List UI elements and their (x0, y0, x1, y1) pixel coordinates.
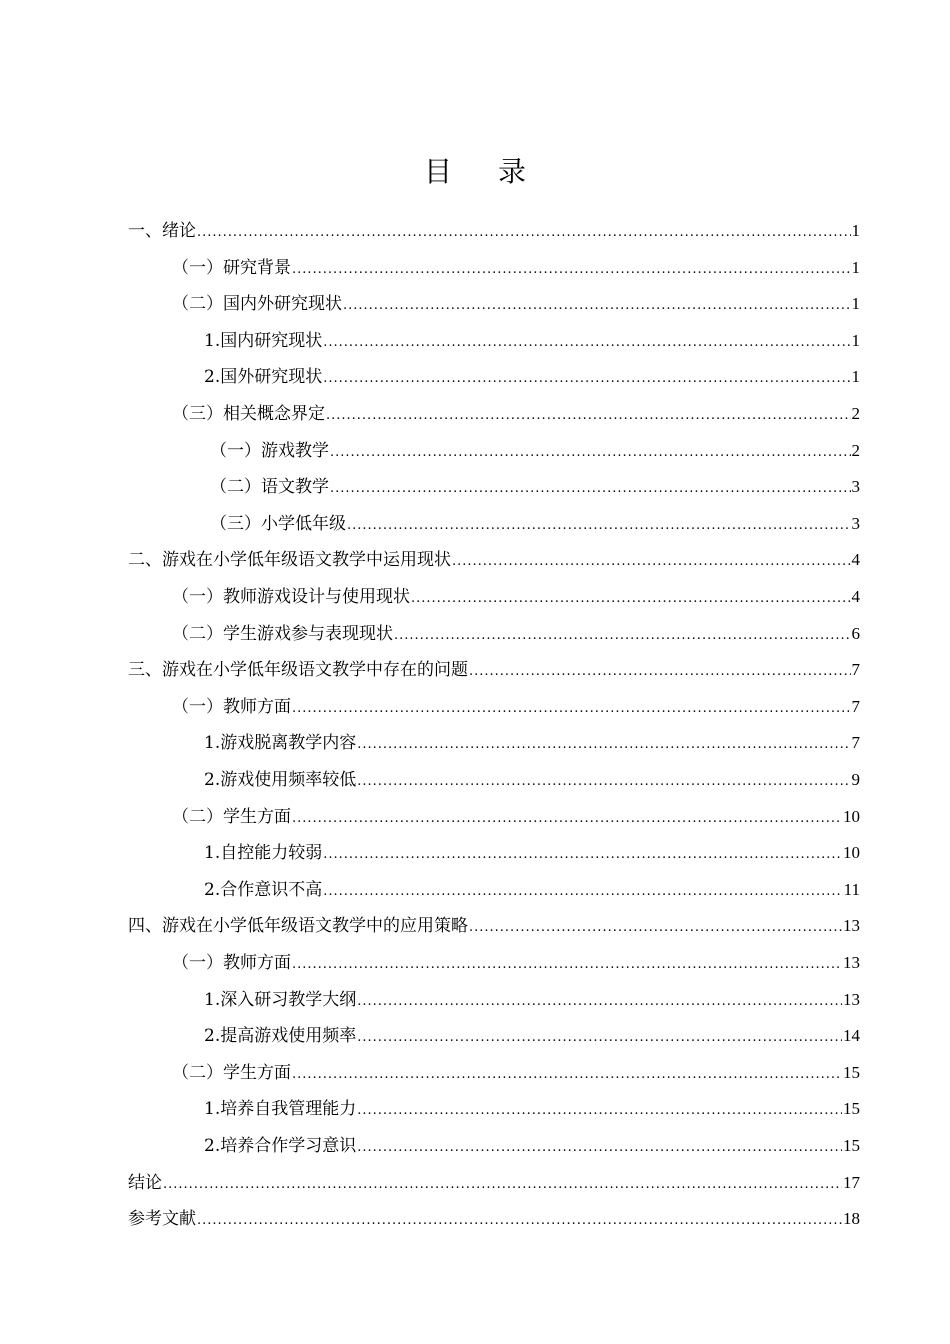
toc-entry-page-number: 2 (851, 441, 860, 460)
toc-entry[interactable] (172, 621, 860, 647)
toc-entry-number: 2. (204, 880, 221, 900)
toc-entry-title: 培养自我管理能力 (220, 1099, 357, 1119)
toc-entry-number: （二） (210, 477, 261, 497)
toc-entry-page-number: 17 (843, 1173, 860, 1192)
toc-entry[interactable] (172, 584, 860, 610)
toc-entry-number: 1. (204, 331, 221, 351)
toc-entry-title: 小学低年级 (261, 514, 346, 534)
toc-leader-dots (469, 915, 842, 941)
toc-entry-number: 三、 (128, 660, 162, 680)
toc-entry[interactable] (210, 474, 860, 500)
toc-entry-number: （一） (210, 441, 261, 461)
toc-entry-title: 游戏使用频率较低 (220, 770, 357, 790)
toc-entry-title: 语文教学 (261, 477, 329, 497)
toc-leader-dots (394, 623, 851, 649)
toc-entry[interactable] (172, 694, 860, 720)
toc-leader-dots (323, 366, 850, 392)
toc-entry-page-number: 7 (851, 660, 860, 679)
toc-entry[interactable] (204, 730, 860, 756)
toc-entry-page-number: 11 (843, 880, 860, 899)
toc-leader-dots (469, 659, 851, 685)
toc-entry-title: 游戏在小学低年级语文教学中的应用策略 (162, 916, 468, 936)
toc-entry[interactable] (204, 840, 860, 866)
title-char-1: 目 (423, 155, 452, 188)
toc-entry-title: 教师方面 (223, 953, 291, 973)
toc-entry-number: （二） (172, 1063, 223, 1083)
toc-entry-number: 二、 (128, 550, 162, 570)
toc-entry-page-number: 18 (843, 1209, 860, 1228)
toc-entry-title: 深入研习教学大纲 (220, 990, 357, 1010)
toc-entry-title: 游戏在小学低年级语文教学中存在的问题 (162, 660, 468, 680)
toc-entry[interactable] (204, 1023, 860, 1049)
toc-leader-dots (357, 769, 850, 795)
toc-leader-dots (323, 879, 842, 905)
toc-entry[interactable] (204, 987, 860, 1013)
toc-entry-page-number: 10 (843, 807, 860, 826)
toc-leader-dots (357, 1098, 842, 1124)
toc-entry-page-number: 1 (851, 294, 860, 313)
toc-entry-number: （二） (172, 807, 223, 827)
toc-entry[interactable] (172, 950, 860, 976)
toc-entry[interactable] (204, 767, 860, 793)
toc-leader-dots (292, 696, 851, 722)
toc-entry-title: 参考文献 (128, 1209, 196, 1229)
title-char-2: 录 (498, 155, 527, 188)
toc-entry-title: 国内研究现状 (220, 331, 323, 351)
toc-entry-page-number: 9 (851, 770, 860, 789)
toc-entry-number: 四、 (128, 916, 162, 936)
toc-leader-dots (292, 1062, 842, 1088)
toc-leader-dots (411, 586, 851, 612)
toc-entry-page-number: 1 (851, 367, 860, 386)
toc-leader-dots (452, 549, 851, 575)
toc-entry-title: 绪论 (162, 221, 196, 241)
toc-entry-title: 研究背景 (223, 258, 291, 278)
toc-entry-number: （三） (172, 404, 223, 424)
toc-entry-number: 一、 (128, 221, 162, 241)
toc-entry[interactable] (172, 291, 860, 317)
toc-leader-dots (357, 1025, 842, 1051)
toc-entry-number: （一） (172, 258, 223, 278)
toc-leader-dots (330, 476, 851, 502)
toc-leader-dots (347, 513, 851, 539)
toc-entry-title: 教师方面 (223, 697, 291, 717)
toc-leader-dots (292, 952, 842, 978)
toc-leader-dots (343, 293, 851, 319)
toc-entry-page-number: 7 (851, 697, 860, 716)
toc-entry-number: 2. (204, 770, 221, 790)
toc-leader-dots (323, 842, 842, 868)
toc-entry-title: 相关概念界定 (223, 404, 325, 424)
toc-entry-title: 教师游戏设计与使用现状 (223, 587, 410, 607)
toc-entry-number: （一） (172, 587, 223, 607)
toc-entry-page-number: 15 (843, 1063, 860, 1082)
toc-entry-number: 1. (204, 733, 221, 753)
toc-entry[interactable] (128, 1170, 860, 1196)
toc-entry-title: 国内外研究现状 (223, 294, 342, 314)
toc-leader-dots (326, 403, 851, 429)
toc-entry-page-number: 4 (851, 587, 860, 606)
toc-entry-title: 国外研究现状 (220, 367, 323, 387)
toc-leader-dots (292, 257, 851, 283)
toc-entry-title: 合作意识不高 (220, 880, 323, 900)
toc-entry-page-number: 13 (843, 916, 860, 935)
toc-entry-page-number: 1 (851, 258, 860, 277)
toc-entry-page-number: 14 (843, 1026, 860, 1045)
toc-entry-title: 学生方面 (223, 807, 291, 827)
toc-entry-number: （二） (172, 294, 223, 314)
toc-entry-number: （三） (210, 514, 261, 534)
toc-entry[interactable] (204, 364, 860, 390)
toc-leader-dots (330, 440, 851, 466)
toc-leader-dots (197, 220, 851, 246)
toc-entry[interactable] (172, 255, 860, 281)
toc-entry-title: 提高游戏使用频率 (220, 1026, 357, 1046)
page-title (0, 150, 950, 190)
toc-entry-title: 结论 (128, 1173, 162, 1193)
toc-entry[interactable] (172, 1060, 860, 1086)
toc-entry[interactable] (204, 877, 860, 903)
toc-entry-page-number: 3 (851, 477, 860, 496)
toc-entry-page-number: 10 (843, 843, 860, 862)
toc-entry[interactable] (204, 1133, 860, 1159)
toc-entry[interactable] (210, 511, 860, 537)
toc-leader-dots (357, 1135, 842, 1161)
toc-entry-page-number: 13 (843, 990, 860, 1009)
toc-entry-page-number: 13 (843, 953, 860, 972)
toc-entry-number: 1. (204, 1099, 221, 1119)
toc-entry[interactable] (210, 438, 860, 464)
toc-entry-page-number: 1 (851, 221, 860, 240)
toc-leader-dots (197, 1208, 842, 1234)
toc-leader-dots (357, 732, 850, 758)
toc-leader-dots (292, 806, 842, 832)
toc-entry-number: 2. (204, 367, 221, 387)
toc-entry-title: 学生方面 (223, 1063, 291, 1083)
toc-entry[interactable] (128, 657, 860, 683)
toc-leader-dots (163, 1172, 842, 1198)
toc-leader-dots (357, 989, 842, 1015)
toc-entry-number: 1. (204, 990, 221, 1010)
toc-entry[interactable] (204, 1096, 860, 1122)
toc-entry-page-number: 3 (851, 514, 860, 533)
toc-entry-title: 培养合作学习意识 (220, 1136, 357, 1156)
toc-entry-page-number: 2 (851, 404, 860, 423)
toc-entry-page-number: 1 (851, 331, 860, 350)
toc-entry-title: 游戏教学 (261, 441, 329, 461)
toc-entry-page-number: 15 (843, 1136, 860, 1155)
toc-entry[interactable] (204, 328, 860, 354)
toc-entry-number: （一） (172, 697, 223, 717)
toc-entry-page-number: 15 (843, 1099, 860, 1118)
toc-entry-page-number: 7 (851, 733, 860, 752)
toc-entry[interactable] (128, 218, 860, 244)
toc-entry-page-number: 6 (851, 624, 860, 643)
toc-entry-number: 2. (204, 1136, 221, 1156)
toc-entry[interactable] (128, 547, 860, 573)
toc-entry-title: 自控能力较弱 (220, 843, 323, 863)
toc-entry[interactable] (128, 1206, 860, 1232)
toc-entry[interactable] (172, 804, 860, 830)
toc-entry[interactable] (172, 401, 860, 427)
toc-entry-page-number: 4 (851, 550, 860, 569)
toc-entry-title: 游戏在小学低年级语文教学中运用现状 (162, 550, 451, 570)
toc-entry-number: 1. (204, 843, 221, 863)
toc-entry-title: 游戏脱离教学内容 (220, 733, 357, 753)
toc-entry-number: 2. (204, 1026, 221, 1046)
toc-entry-title: 学生游戏参与表现现状 (223, 624, 393, 644)
toc-entry-number: （一） (172, 953, 223, 973)
toc-leader-dots (323, 330, 850, 356)
toc-entry[interactable] (128, 913, 860, 939)
toc-entry-number: （二） (172, 624, 223, 644)
